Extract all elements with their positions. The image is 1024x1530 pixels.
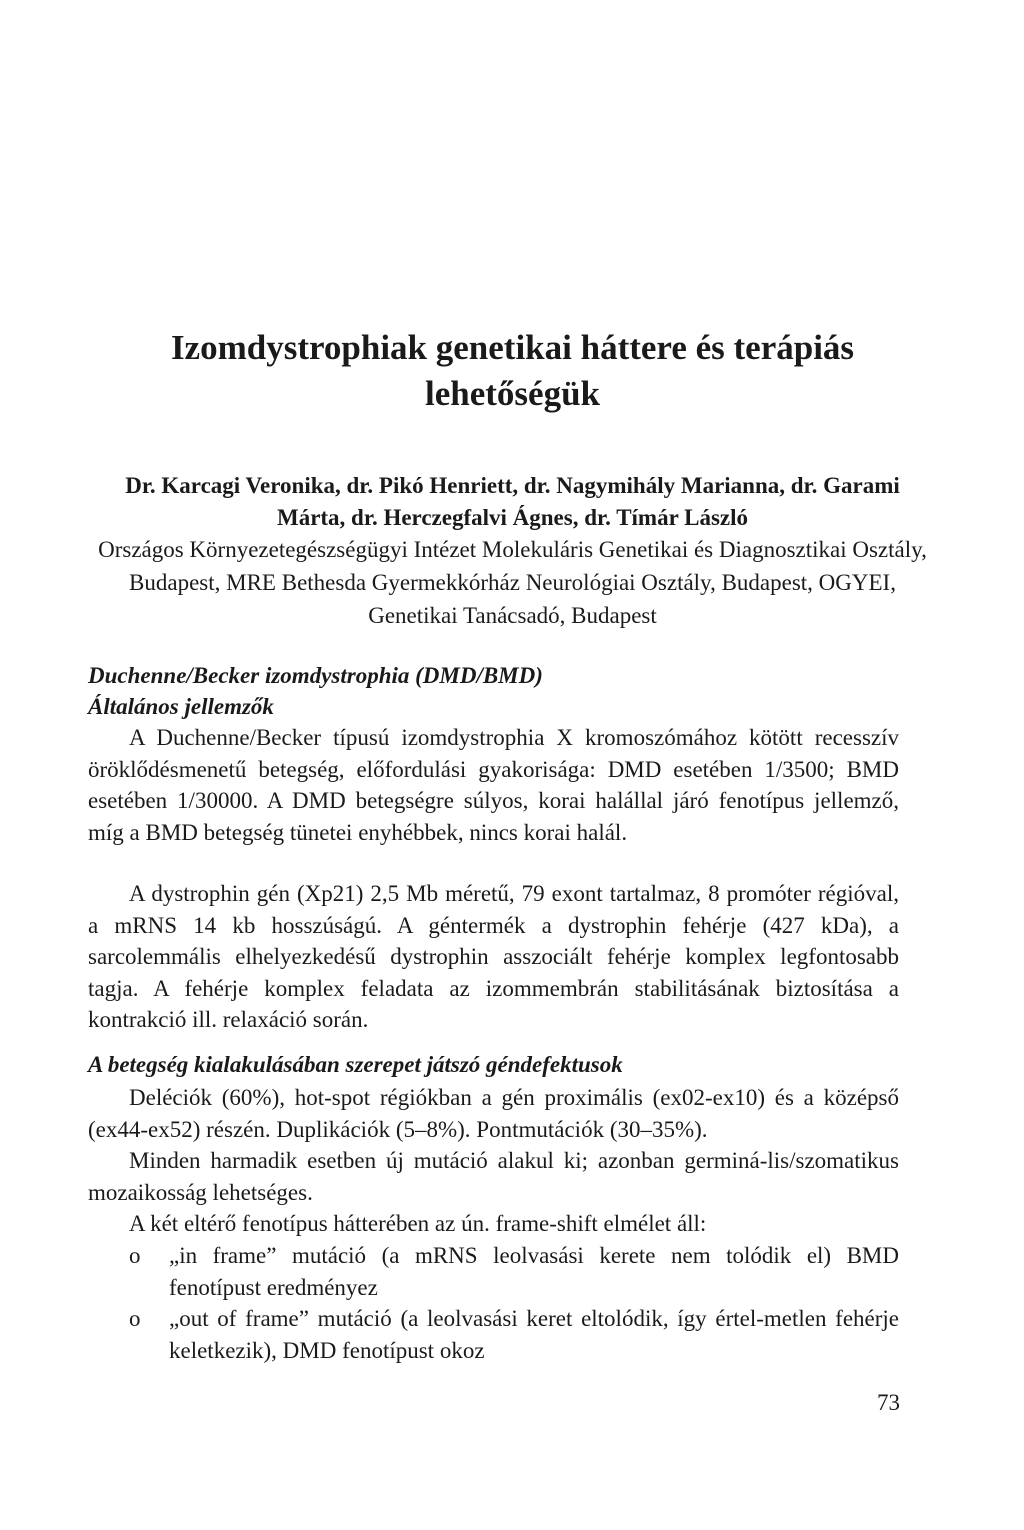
section-title: Duchenne/Becker izomdystrophia (DMD/BMD)	[88, 663, 543, 688]
paragraph-mutations: Deléciók (60%), hot-spot régiókban a gén proximális (ex02-ex10) és a középső (ex44-ex52) részén. Duplikációk (5–8%). Pontmutációk (30–35%).	[88, 1085, 899, 1142]
list-item-text: „out of frame” mutáció (a leolvasási keret eltolódik, így értel-metlen fehérje keletkezik), DMD fenotípust okoz	[169, 1306, 899, 1363]
subsection-general: Általános jellemzők	[88, 694, 274, 719]
bullet-marker: o	[129, 1243, 141, 1268]
subsection-defects: A betegség kialakulásában szerepet játszó géndefektusok	[88, 1052, 623, 1077]
article-title: Izomdystrophiak genetikai háttere és terápiás lehetőségük	[170, 328, 855, 413]
paragraph-gene: A dystrophin gén (Xp21) 2,5 Mb méretű, 79 exont tartalmaz, 8 promóter régióval, a mRNS 14 kb hosszúságú. A géntermék a dystrophin fehérje (427 kDa), a sarcolemmális elhelyezkedésű dystrophin asszociált fehérje komplex legfontosabb tagja. A fehérje komplex feladata az izommembrán stabilitásának biztosítása a kontrakció ill. relaxáció során.	[88, 881, 899, 1032]
paragraph-new-mutation: Minden harmadik esetben új mutáció alakul ki; azonban germiná-lis/szomatikus mozaikosság lehetséges.	[88, 1148, 899, 1205]
bullet-marker: o	[129, 1306, 141, 1331]
paragraph-frameshift: A két eltérő fenotípus hátterében az ún. frame-shift elmélet áll:	[129, 1211, 707, 1236]
author-list: Dr. Karcagi Veronika, dr. Pikó Henriett, dr. Nagymihály Marianna, dr. Garami Márta, dr. Herczegfalvi Ágnes, dr. Tímár László	[125, 473, 900, 530]
list-item-text: „in frame” mutáció (a mRNS leolvasási kerete nem tolódik el) BMD fenotípust eredményez	[169, 1243, 899, 1300]
paragraph-inheritance: A Duchenne/Becker típusú izomdystrophia X kromoszómához kötött recesszív öröklődésmenetű betegség, előfordulási gyakorisága: DMD esetében 1/3500; BMD esetében 1/30000. A DMD betegségre súlyos, korai halállal járó fenotípus jellemző, míg a BMD betegség tünetei enyhébbek, nincs korai halál.	[88, 725, 899, 845]
list-item	[88, 1303, 899, 1366]
page-number: 73	[877, 1390, 900, 1415]
list-item	[88, 1240, 899, 1303]
frameshift-list	[88, 1240, 899, 1366]
affiliation: Országos Környezetegészségügyi Intézet Molekuláris Genetikai és Diagnosztikai Osztály, Budapest, MRE Bethesda Gyermekkórház Neurológiai Osztály, Budapest, OGYEI, Genetikai Tanácsadó, Budapest	[98, 537, 927, 628]
